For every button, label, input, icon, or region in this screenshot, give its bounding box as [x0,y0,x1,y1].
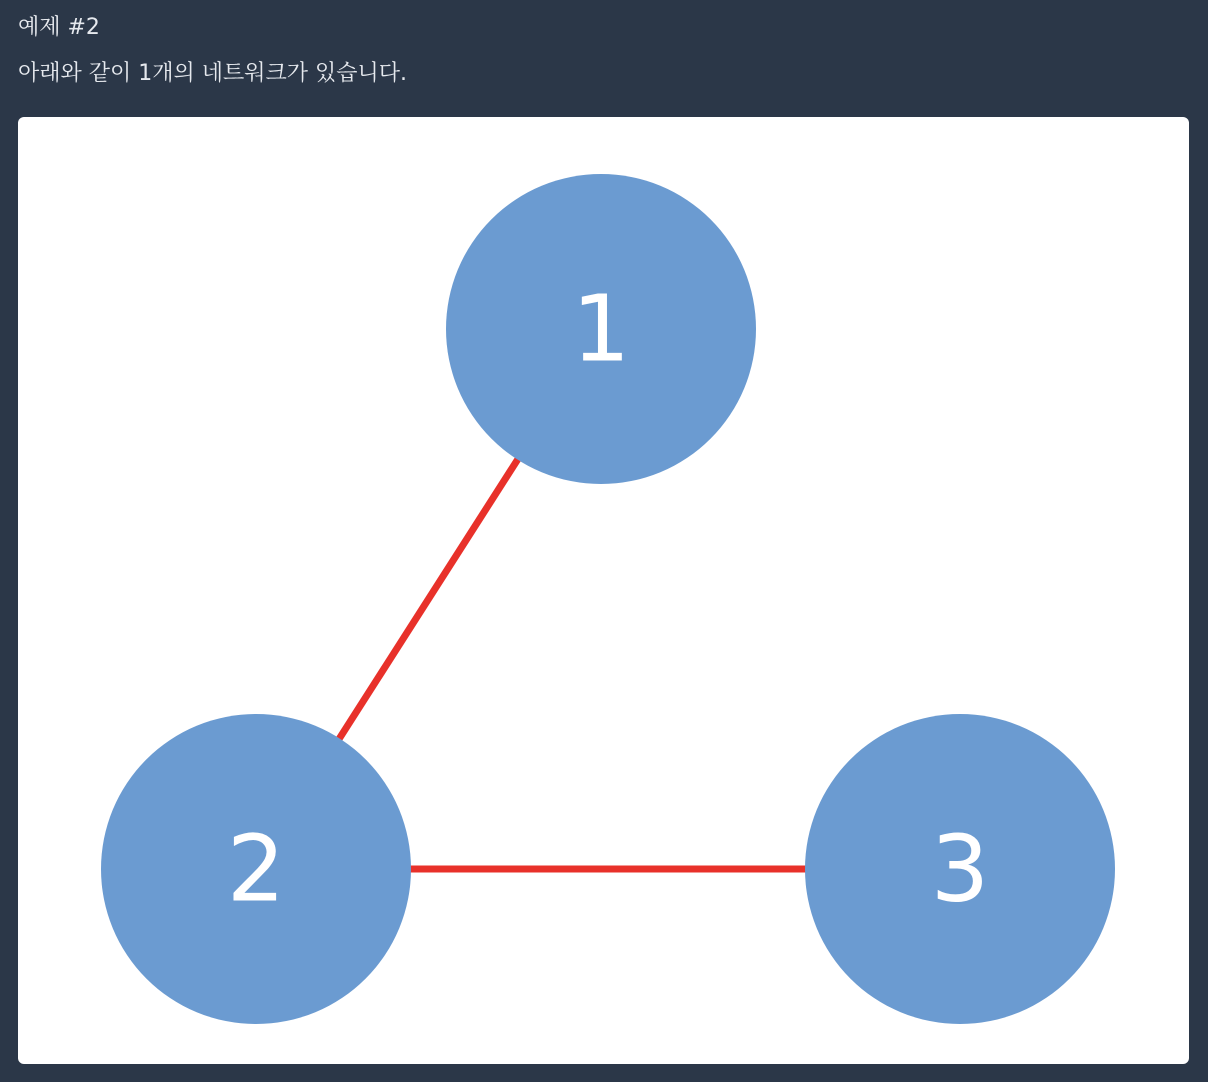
node-label-2: 2 [226,815,286,923]
node-label-1: 1 [571,275,631,383]
node-label-3: 3 [930,815,990,923]
diagram-card [18,117,1189,1064]
network-diagram [18,117,1189,1064]
node-1 [446,174,756,484]
example-description: 아래와 같이 1개의 네트워크가 있습니다. [18,61,407,86]
nodes-layer [101,174,1115,1024]
node-3 [805,714,1115,1024]
node-2 [101,714,411,1024]
example-title: 예제 #2 [18,15,100,40]
